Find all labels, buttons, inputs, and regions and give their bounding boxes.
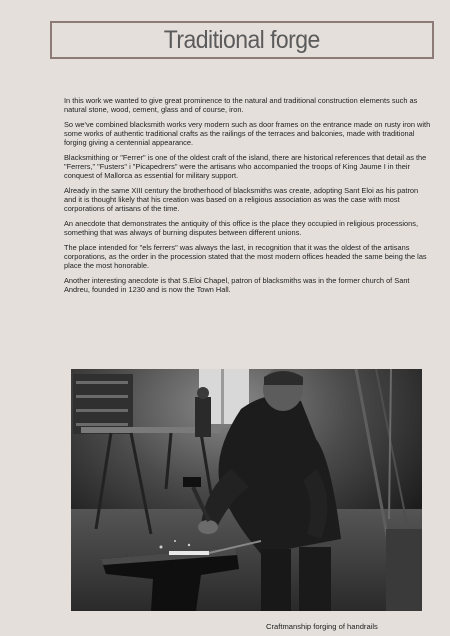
forge-photo [71,369,422,611]
body-text [64,97,431,302]
paragraph: Already in the same XIII century the brotherhood of blacksmiths was create, adopting Sant Eloi as his patron and it is thought likely that his creation was based on a religious association as was the case with most corporations of artisans of the time. [64,186,419,213]
paragraph: So we've combined blacksmith works very modern such as door frames on the entrance made on rusty iron with some works of authentic traditional crafts as the railings of the terraces and balconies, made with traditional forging giving a centennial appearance. [64,120,431,147]
paragraph: An anecdote that demonstrates the antiquity of this office is the place they occupied in religious processions, something that was always of burning disputes between different unions. [64,219,419,237]
paragraph: Blacksmithing or "Ferrer" is one of the oldest craft of the island, there are historical references that detail as the "Ferrers," "Fusters" i "Picapedrers" were the artisans who accompanied the troops of King Jaume I in their conquest of Mallorca as essential for military support. [64,153,427,180]
page-title: Traditional forge [164,25,320,54]
paragraph: Another interesting anecdote is that S.Eloi Chapel, patron of blacksmiths was in the former church of Sant Andreu, founded in 1230 and is now the Town Hall. [64,276,410,295]
title-box [50,21,434,59]
photo-caption: Craftmanship forging of handrails [266,622,378,631]
paragraph: The place intended for "els ferrers" was always the last, in recognition that it was the oldest of the artisans corporations, as the order in the procession stated that the most modern offices headed the same being the las place the most honorable. [64,243,427,270]
paragraph: In this work we wanted to give great prominence to the natural and traditional construction elements such as natural stone, wood, cement, glass and of course, iron. [64,96,418,114]
